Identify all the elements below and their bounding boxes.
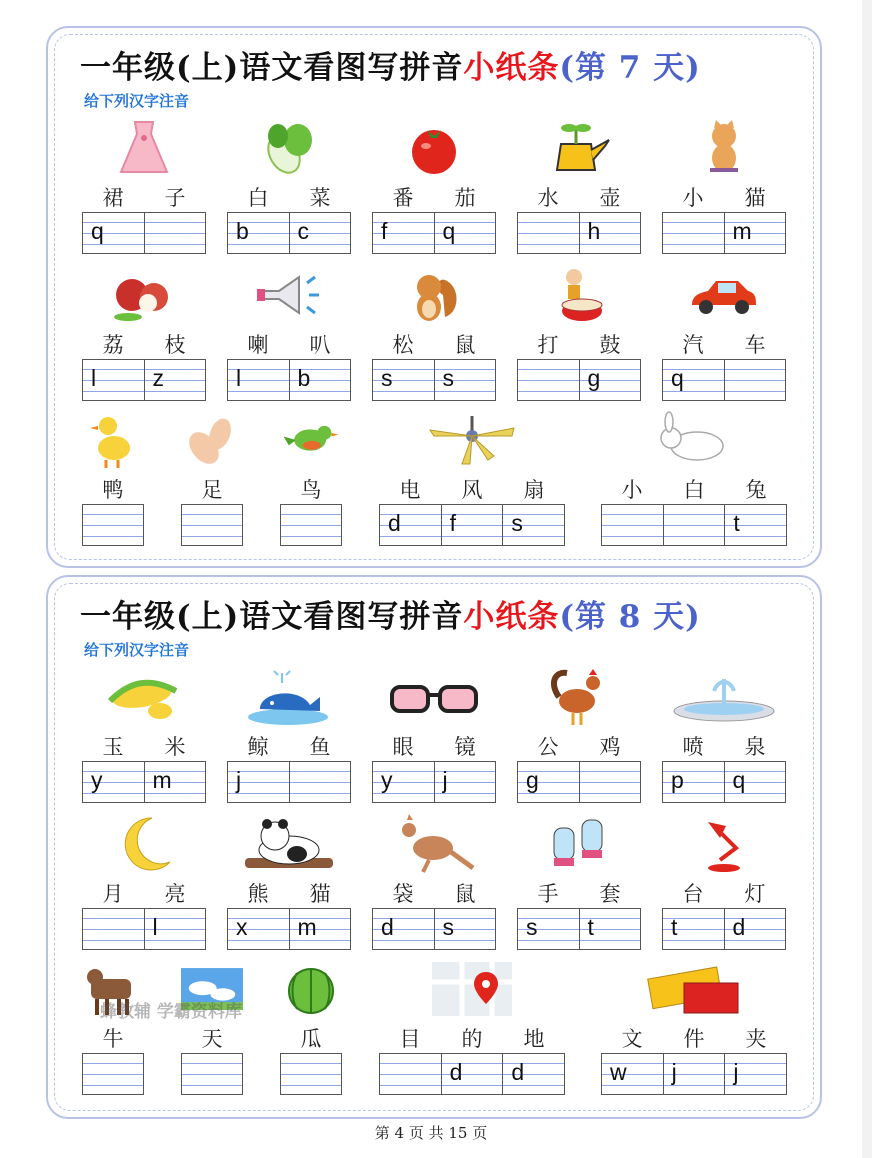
pinyin-initial: b	[236, 218, 249, 244]
pinyin-cell[interactable]	[518, 762, 579, 802]
pinyin-initial: t	[587, 914, 594, 940]
word-item	[662, 116, 786, 256]
hanzi-row	[82, 182, 206, 212]
pinyin-cell[interactable]	[434, 909, 496, 949]
hanzi-row	[181, 474, 243, 504]
pinyin-writing-grid	[280, 1053, 342, 1095]
hanzi-char: 茄	[454, 186, 476, 210]
word-item	[82, 812, 206, 952]
hanzi-char: 袋	[392, 882, 414, 906]
hanzi-char: 文	[621, 1027, 643, 1051]
trumpet-icon	[227, 263, 351, 327]
pinyin-writing-grid	[82, 212, 206, 254]
pinyin-cell[interactable]	[434, 762, 496, 802]
hanzi-row	[372, 878, 496, 908]
hanzi-char: 熊	[247, 882, 269, 906]
hanzi-char: 打	[537, 333, 559, 357]
pinyin-cell[interactable]	[289, 213, 351, 253]
hanzi-char: 枝	[164, 333, 186, 357]
pinyin-initial: d	[511, 1059, 525, 1085]
pinyin-cell[interactable]	[724, 762, 786, 802]
cabbage-icon	[227, 116, 351, 180]
pinyin-writing-grid	[517, 908, 641, 950]
word-item	[372, 116, 496, 256]
pinyin-writing-grid	[662, 359, 786, 401]
word-item	[379, 957, 565, 1097]
hanzi-char: 手	[537, 882, 559, 906]
hanzi-row	[82, 731, 206, 761]
pinyin-writing-grid	[662, 212, 786, 254]
word-item	[372, 812, 496, 952]
melon-icon	[280, 957, 342, 1021]
hanzi-char: 车	[744, 333, 766, 357]
pinyin-cell[interactable]	[83, 505, 143, 545]
mittens-icon	[517, 812, 641, 876]
hanzi-char: 裙	[102, 186, 124, 210]
hanzi-char: 喇	[247, 333, 269, 357]
word-item	[517, 665, 641, 805]
hanzi-row	[662, 182, 786, 212]
day8-title: 一年级(上)语文看图写拼音小纸条(第 8 天)	[80, 599, 701, 635]
word-item	[227, 812, 351, 952]
moon-icon	[82, 812, 206, 876]
pinyin-cell[interactable]	[144, 762, 206, 802]
pinyin-initial: m	[152, 767, 172, 793]
hanzi-char: 猫	[744, 186, 766, 210]
pinyin-writing-grid	[379, 504, 565, 546]
pinyin-writing-grid	[82, 504, 144, 546]
pinyin-initial: s	[442, 914, 454, 940]
pinyin-cell[interactable]	[434, 213, 496, 253]
word-item	[227, 665, 351, 805]
pinyin-cell[interactable]	[663, 762, 724, 802]
tomato-icon	[372, 116, 496, 180]
hanzi-row	[82, 1023, 144, 1053]
word-item	[227, 263, 351, 403]
word-item	[372, 665, 496, 805]
pinyin-initial: f	[381, 218, 388, 244]
pinyin-initial: l	[236, 365, 242, 391]
pinyin-cell[interactable]	[380, 1054, 441, 1094]
pinyin-writing-grid	[227, 908, 351, 950]
pinyin-initial: m	[297, 914, 317, 940]
pinyin-cell[interactable]	[83, 909, 144, 949]
hanzi-row	[379, 1023, 565, 1053]
squirrel-icon	[372, 263, 496, 327]
pinyin-initial: d	[388, 510, 401, 536]
word-item	[82, 263, 206, 403]
pinyin-cell[interactable]	[663, 909, 724, 949]
pinyin-initial: j	[236, 767, 242, 793]
hanzi-row	[82, 474, 144, 504]
fountain-icon	[662, 665, 786, 729]
pinyin-cell[interactable]	[83, 762, 144, 802]
pinyin-cell[interactable]	[518, 909, 579, 949]
pinyin-initial: x	[236, 914, 248, 940]
pinyin-initial: m	[732, 218, 752, 244]
pinyin-initial: c	[297, 218, 309, 244]
hanzi-row	[372, 329, 496, 359]
hanzi-row	[662, 329, 786, 359]
pinyin-cell[interactable]	[724, 505, 786, 545]
hanzi-char: 泉	[744, 735, 766, 759]
hanzi-char: 荔	[102, 333, 124, 357]
folder-icon	[601, 957, 787, 1021]
hanzi-row	[601, 474, 787, 504]
pinyin-initial: j	[733, 1059, 739, 1085]
pinyin-cell[interactable]	[663, 213, 724, 253]
hanzi-char: 天	[201, 1027, 223, 1051]
kettle-icon	[517, 116, 641, 180]
hanzi-char: 鱼	[309, 735, 331, 759]
pinyin-cell[interactable]	[502, 1054, 564, 1094]
pinyin-cell[interactable]	[724, 909, 786, 949]
corn-icon	[82, 665, 206, 729]
pinyin-writing-grid	[372, 761, 496, 803]
pinyin-cell[interactable]	[441, 505, 503, 545]
pinyin-cell[interactable]	[663, 505, 725, 545]
pinyin-cell[interactable]	[373, 360, 434, 400]
pinyin-initial: g	[587, 365, 601, 391]
pinyin-cell[interactable]	[579, 213, 641, 253]
word-item	[372, 263, 496, 403]
pinyin-cell[interactable]	[502, 505, 564, 545]
pinyin-cell[interactable]	[228, 360, 289, 400]
pinyin-writing-grid	[82, 359, 206, 401]
hanzi-char: 瓜	[300, 1027, 322, 1051]
pinyin-initial: q	[91, 218, 104, 244]
pinyin-cell[interactable]	[441, 1054, 503, 1094]
pinyin-cell[interactable]	[724, 1054, 786, 1094]
pinyin-initial: d	[449, 1059, 463, 1085]
pinyin-cell[interactable]	[373, 213, 434, 253]
word-item	[280, 957, 342, 1097]
pinyin-initial: q	[732, 767, 746, 793]
lamp-icon	[662, 812, 786, 876]
pinyin-initial: b	[297, 365, 311, 391]
hanzi-char: 公	[537, 735, 559, 759]
word-item	[82, 665, 206, 805]
hanzi-char: 子	[164, 186, 186, 210]
pinyin-initial: q	[671, 365, 684, 391]
fan-icon	[379, 408, 565, 472]
day7-card	[46, 26, 822, 568]
pinyin-cell[interactable]	[579, 360, 641, 400]
word-item	[181, 957, 243, 1097]
pinyin-cell[interactable]	[289, 909, 351, 949]
pinyin-writing-grid	[181, 1053, 243, 1095]
pinyin-initial: l	[152, 914, 158, 940]
watermark: 蜂教辅 学霸资料库	[100, 1002, 242, 1022]
hanzi-char: 白	[683, 478, 705, 502]
pinyin-writing-grid	[181, 504, 243, 546]
cat-icon	[662, 116, 786, 180]
pinyin-writing-grid	[372, 212, 496, 254]
hanzi-char: 菜	[309, 186, 331, 210]
pinyin-initial: d	[732, 914, 746, 940]
hanzi-row	[601, 1023, 787, 1053]
pinyin-cell[interactable]	[228, 762, 289, 802]
rabbit-icon	[601, 408, 787, 472]
page-footer: 第 4 页 共 15 页	[374, 1124, 488, 1142]
hanzi-row	[82, 878, 206, 908]
pinyin-cell[interactable]	[182, 505, 242, 545]
hanzi-char: 兔	[745, 478, 767, 502]
hanzi-char: 叭	[309, 333, 331, 357]
pinyin-writing-grid	[662, 908, 786, 950]
hanzi-char: 眼	[392, 735, 414, 759]
car-icon	[662, 263, 786, 327]
pinyin-initial: s	[381, 365, 393, 391]
hanzi-char: 鼠	[454, 882, 476, 906]
pinyin-cell[interactable]	[434, 360, 496, 400]
word-item	[517, 812, 641, 952]
word-item	[601, 408, 787, 548]
hanzi-char: 鸭	[102, 478, 124, 502]
pinyin-cell[interactable]	[518, 360, 579, 400]
pinyin-initial: p	[671, 767, 684, 793]
hanzi-char: 夹	[745, 1027, 767, 1051]
pinyin-cell[interactable]	[144, 360, 206, 400]
word-item	[181, 408, 243, 548]
pinyin-writing-grid	[517, 212, 641, 254]
pinyin-initial: z	[152, 365, 164, 391]
lychee-icon	[82, 263, 206, 327]
word-item	[82, 957, 144, 1097]
hanzi-row	[280, 474, 342, 504]
pinyin-initial: s	[442, 365, 454, 391]
hanzi-char: 鸡	[599, 735, 621, 759]
hanzi-row	[82, 329, 206, 359]
hanzi-char: 台	[682, 882, 704, 906]
hanzi-char: 件	[683, 1027, 705, 1051]
hanzi-row	[517, 878, 641, 908]
rooster-icon	[517, 665, 641, 729]
pinyin-initial: t	[733, 510, 740, 536]
hanzi-char: 电	[399, 478, 421, 502]
day7-subtitle: 给下列汉字注音	[84, 92, 190, 110]
hanzi-row	[227, 329, 351, 359]
hanzi-char: 风	[461, 478, 483, 502]
pinyin-initial: s	[526, 914, 538, 940]
hanzi-char: 番	[392, 186, 414, 210]
pinyin-writing-grid	[227, 359, 351, 401]
word-item	[517, 116, 641, 256]
word-item	[280, 408, 342, 548]
pinyin-initial: d	[381, 914, 394, 940]
pinyin-cell[interactable]	[602, 1054, 663, 1094]
pinyin-writing-grid	[280, 504, 342, 546]
hanzi-row	[181, 1023, 243, 1053]
word-item	[379, 408, 565, 548]
pinyin-cell[interactable]	[663, 360, 724, 400]
hanzi-row	[372, 731, 496, 761]
hanzi-char: 足	[201, 478, 223, 502]
pinyin-cell[interactable]	[579, 909, 641, 949]
pinyin-initial: g	[526, 767, 539, 793]
day8-subtitle: 给下列汉字注音	[84, 641, 190, 659]
hanzi-char: 亮	[164, 882, 186, 906]
pinyin-cell[interactable]	[228, 909, 289, 949]
pinyin-cell[interactable]	[228, 213, 289, 253]
pinyin-cell[interactable]	[83, 360, 144, 400]
hanzi-char: 灯	[744, 882, 766, 906]
hanzi-char: 鲸	[247, 735, 269, 759]
hanzi-char: 鸟	[300, 478, 322, 502]
hanzi-char: 鼓	[599, 333, 621, 357]
pinyin-writing-grid	[662, 761, 786, 803]
hanzi-row	[227, 731, 351, 761]
pinyin-writing-grid	[227, 761, 351, 803]
pinyin-writing-grid	[517, 359, 641, 401]
pinyin-writing-grid	[372, 359, 496, 401]
hanzi-char: 的	[461, 1027, 483, 1051]
pinyin-cell[interactable]	[518, 213, 579, 253]
map-pin-icon	[379, 957, 565, 1021]
pinyin-writing-grid	[82, 908, 206, 950]
hanzi-char: 汽	[682, 333, 704, 357]
word-item	[662, 263, 786, 403]
hanzi-row	[280, 1023, 342, 1053]
pinyin-initial: j	[442, 767, 448, 793]
word-item	[227, 116, 351, 256]
pinyin-writing-grid	[372, 908, 496, 950]
word-item	[82, 408, 144, 548]
pinyin-cell[interactable]	[602, 505, 663, 545]
pinyin-cell[interactable]	[663, 1054, 725, 1094]
feet-icon	[181, 408, 243, 472]
panda-icon	[227, 812, 351, 876]
pinyin-writing-grid	[517, 761, 641, 803]
pinyin-cell[interactable]	[373, 909, 434, 949]
pinyin-cell[interactable]	[724, 360, 786, 400]
hanzi-row	[517, 182, 641, 212]
hanzi-char: 玉	[102, 735, 124, 759]
hanzi-row	[227, 182, 351, 212]
hanzi-row	[517, 329, 641, 359]
pinyin-writing-grid	[601, 1053, 787, 1095]
pinyin-writing-grid	[379, 1053, 565, 1095]
pinyin-writing-grid	[82, 1053, 144, 1095]
hanzi-char: 扇	[523, 478, 545, 502]
hanzi-row	[517, 731, 641, 761]
kangaroo-icon	[372, 812, 496, 876]
drum-icon	[517, 263, 641, 327]
whale-icon	[227, 665, 351, 729]
dress-icon	[82, 116, 206, 180]
bird-icon	[280, 408, 342, 472]
pinyin-initial: q	[442, 218, 456, 244]
pinyin-cell[interactable]	[144, 213, 206, 253]
word-item	[601, 957, 787, 1097]
day8-card	[46, 575, 822, 1119]
pinyin-initial: h	[587, 218, 601, 244]
hanzi-char: 镜	[454, 735, 476, 759]
pinyin-cell[interactable]	[579, 762, 641, 802]
hanzi-row	[662, 731, 786, 761]
pinyin-initial: y	[381, 767, 393, 793]
pinyin-initial: w	[610, 1059, 627, 1085]
pinyin-writing-grid	[601, 504, 787, 546]
pinyin-cell[interactable]	[182, 1054, 242, 1094]
pinyin-cell[interactable]	[724, 213, 786, 253]
hanzi-char: 月	[102, 882, 124, 906]
pinyin-cell[interactable]	[144, 909, 206, 949]
pinyin-writing-grid	[227, 212, 351, 254]
word-item	[82, 116, 206, 256]
pinyin-cell[interactable]	[83, 1054, 143, 1094]
hanzi-char: 牛	[102, 1027, 124, 1051]
pinyin-initial: y	[91, 767, 103, 793]
duck-icon	[82, 408, 144, 472]
hanzi-char: 套	[599, 882, 621, 906]
pinyin-initial: l	[91, 365, 97, 391]
pinyin-cell[interactable]	[289, 360, 351, 400]
hanzi-char: 鼠	[454, 333, 476, 357]
hanzi-char: 白	[247, 186, 269, 210]
hanzi-char: 猫	[309, 882, 331, 906]
glasses-icon	[372, 665, 496, 729]
pinyin-cell[interactable]	[373, 762, 434, 802]
pinyin-initial: s	[511, 510, 523, 536]
hanzi-char: 地	[523, 1027, 545, 1051]
hanzi-char: 松	[392, 333, 414, 357]
hanzi-char: 壶	[599, 186, 621, 210]
hanzi-row	[379, 474, 565, 504]
hanzi-row	[227, 878, 351, 908]
hanzi-char: 喷	[682, 735, 704, 759]
pinyin-cell[interactable]	[83, 213, 144, 253]
hanzi-char: 米	[164, 735, 186, 759]
word-item	[662, 665, 786, 805]
hanzi-char: 目	[399, 1027, 421, 1051]
pinyin-cell[interactable]	[380, 505, 441, 545]
pinyin-cell[interactable]	[289, 762, 351, 802]
hanzi-row	[372, 182, 496, 212]
pinyin-cell[interactable]	[281, 505, 341, 545]
hanzi-char: 小	[621, 478, 643, 502]
word-item	[517, 263, 641, 403]
hanzi-row	[662, 878, 786, 908]
day7-title: 一年级(上)语文看图写拼音小纸条(第 7 天)	[80, 50, 701, 86]
pinyin-initial: t	[671, 914, 678, 940]
pinyin-writing-grid	[82, 761, 206, 803]
hanzi-char: 水	[537, 186, 559, 210]
pinyin-cell[interactable]	[281, 1054, 341, 1094]
pinyin-initial: j	[671, 1059, 677, 1085]
word-item	[662, 812, 786, 952]
pinyin-initial: f	[449, 510, 457, 536]
hanzi-char: 小	[682, 186, 704, 210]
